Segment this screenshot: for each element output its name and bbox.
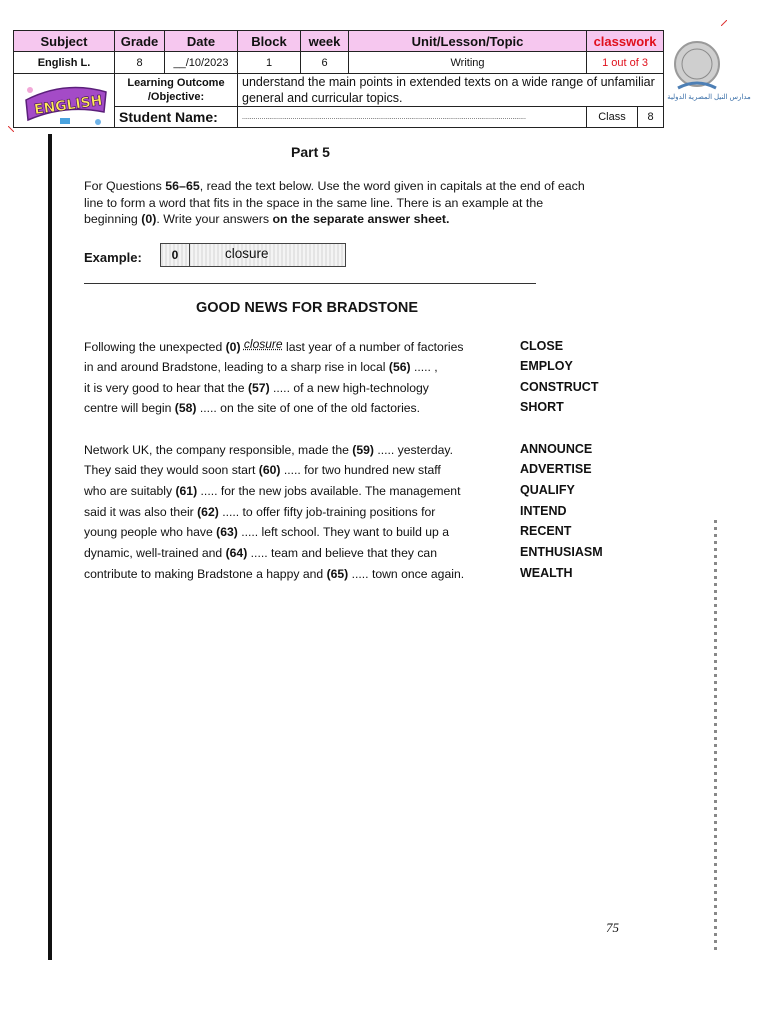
passage-line: it is very good to hear that the (57) ..... of a new high-technology (84, 381, 429, 395)
student-name-field[interactable]: .................................................................................................................................................. (238, 107, 587, 128)
question-number: (62) (197, 505, 219, 519)
keyword: ANNOUNCE (520, 442, 593, 456)
passage-line: Following the unexpected (0) closure last year of a number of factories (84, 337, 464, 354)
class-value: 8 (638, 107, 664, 128)
grade-header: Grade (115, 31, 165, 52)
passage-line: centre will begin (58) ..... on the site of one of the old factories. (84, 401, 421, 415)
english-logo (20, 78, 110, 128)
question-number: (58) (174, 401, 197, 415)
class-label: Class (587, 107, 638, 128)
passage-line: contribute to making Bradstone a happy and (65) ..... town once again. (84, 567, 465, 581)
example-box (160, 243, 346, 267)
example-label: Example: (84, 250, 142, 265)
keyword: CONSTRUCT (520, 380, 599, 394)
divider-line (84, 283, 536, 284)
scan-right-edge (714, 520, 717, 950)
grade-value: 8 (115, 52, 165, 74)
instructions: For Questions 56–65, read the text below. Use the word given in capitals at the end of each line to form a word that fits in the space in the same line. There is an example at the beginning (0). Write your answers on the separate answer sheet. (84, 179, 585, 226)
topic-value: Writing (349, 52, 587, 74)
passage-line: young people who have (63) ..... left school. They want to build up a (84, 525, 449, 539)
classwork-header: classwork (587, 31, 664, 52)
week-value: 6 (301, 52, 349, 74)
keyword: CLOSE (520, 339, 564, 353)
passage-line: Network UK, the company responsible, made the (59) ..... yesterday. (84, 443, 453, 457)
block-value: 1 (238, 52, 301, 74)
block-header: Block (238, 31, 301, 52)
question-number: (63) (216, 525, 238, 539)
passage-line: They said they would soon start (60) ..... for two hundred new staff (84, 463, 441, 477)
question-number: (56) (388, 360, 411, 374)
subject-value: English L. (14, 52, 115, 74)
keyword: RECENT (520, 524, 572, 538)
keyword: ADVERTISE (520, 462, 592, 476)
date-value: __/10/2023 (165, 52, 238, 74)
text-title: GOOD NEWS FOR BRADSTONE (196, 300, 419, 316)
school-logo (668, 38, 726, 96)
question-number: (59) (352, 443, 374, 457)
page-count: 1 out of 3 (587, 52, 664, 74)
question-number: (57) (247, 381, 270, 395)
keyword: INTEND (520, 504, 567, 518)
part-heading: Part 5 (291, 144, 330, 160)
passage-line: who are suitably (61) ..... for the new jobs available. The management (84, 484, 461, 498)
learning-outcome-text: understand the main points in extended texts on a wide range of unfamiliar general and curricular topics. (238, 74, 664, 107)
keyword: EMPLOY (520, 359, 573, 373)
keyword: SHORT (520, 400, 564, 414)
keyword: ENTHUSIASM (520, 545, 603, 559)
passage-line: said it was also their (62) ..... to offer fifty job-training positions for (84, 505, 436, 519)
corner-mark (721, 20, 727, 26)
page-number: 75 (606, 920, 619, 935)
example-number: 0 (161, 244, 190, 266)
question-number: (64) (225, 546, 248, 560)
school-logo-text: مدارس النيل المصرية الدولية (667, 94, 751, 101)
date-header: Date (165, 31, 238, 52)
question-number: (61) (175, 484, 198, 498)
scan-left-border (48, 134, 52, 960)
question-number: (65) (326, 567, 349, 581)
worksheet-header-table (13, 30, 664, 128)
student-name-label: Student Name: (115, 107, 238, 128)
english-logo-text: ENGLISH (33, 92, 104, 119)
question-number: (0) (225, 340, 241, 354)
subject-header: Subject (14, 31, 115, 52)
week-header: week (301, 31, 349, 52)
english-logo-cell (14, 74, 115, 128)
example-fill: closure (243, 337, 283, 351)
keyword: WEALTH (520, 566, 573, 580)
question-number: (60) (258, 463, 281, 477)
passage-line: in and around Bradstone, leading to a sharp rise in local (56) ..... , (84, 360, 438, 374)
topic-header: Unit/Lesson/Topic (349, 31, 587, 52)
learning-outcome-label: Learning Outcome /Objective: (115, 74, 238, 107)
keyword: QUALIFY (520, 483, 575, 497)
passage-line: dynamic, well-trained and (64) ..... team and believe that they can (84, 546, 437, 560)
corner-mark (8, 126, 14, 132)
example-answer: closure (225, 246, 269, 261)
